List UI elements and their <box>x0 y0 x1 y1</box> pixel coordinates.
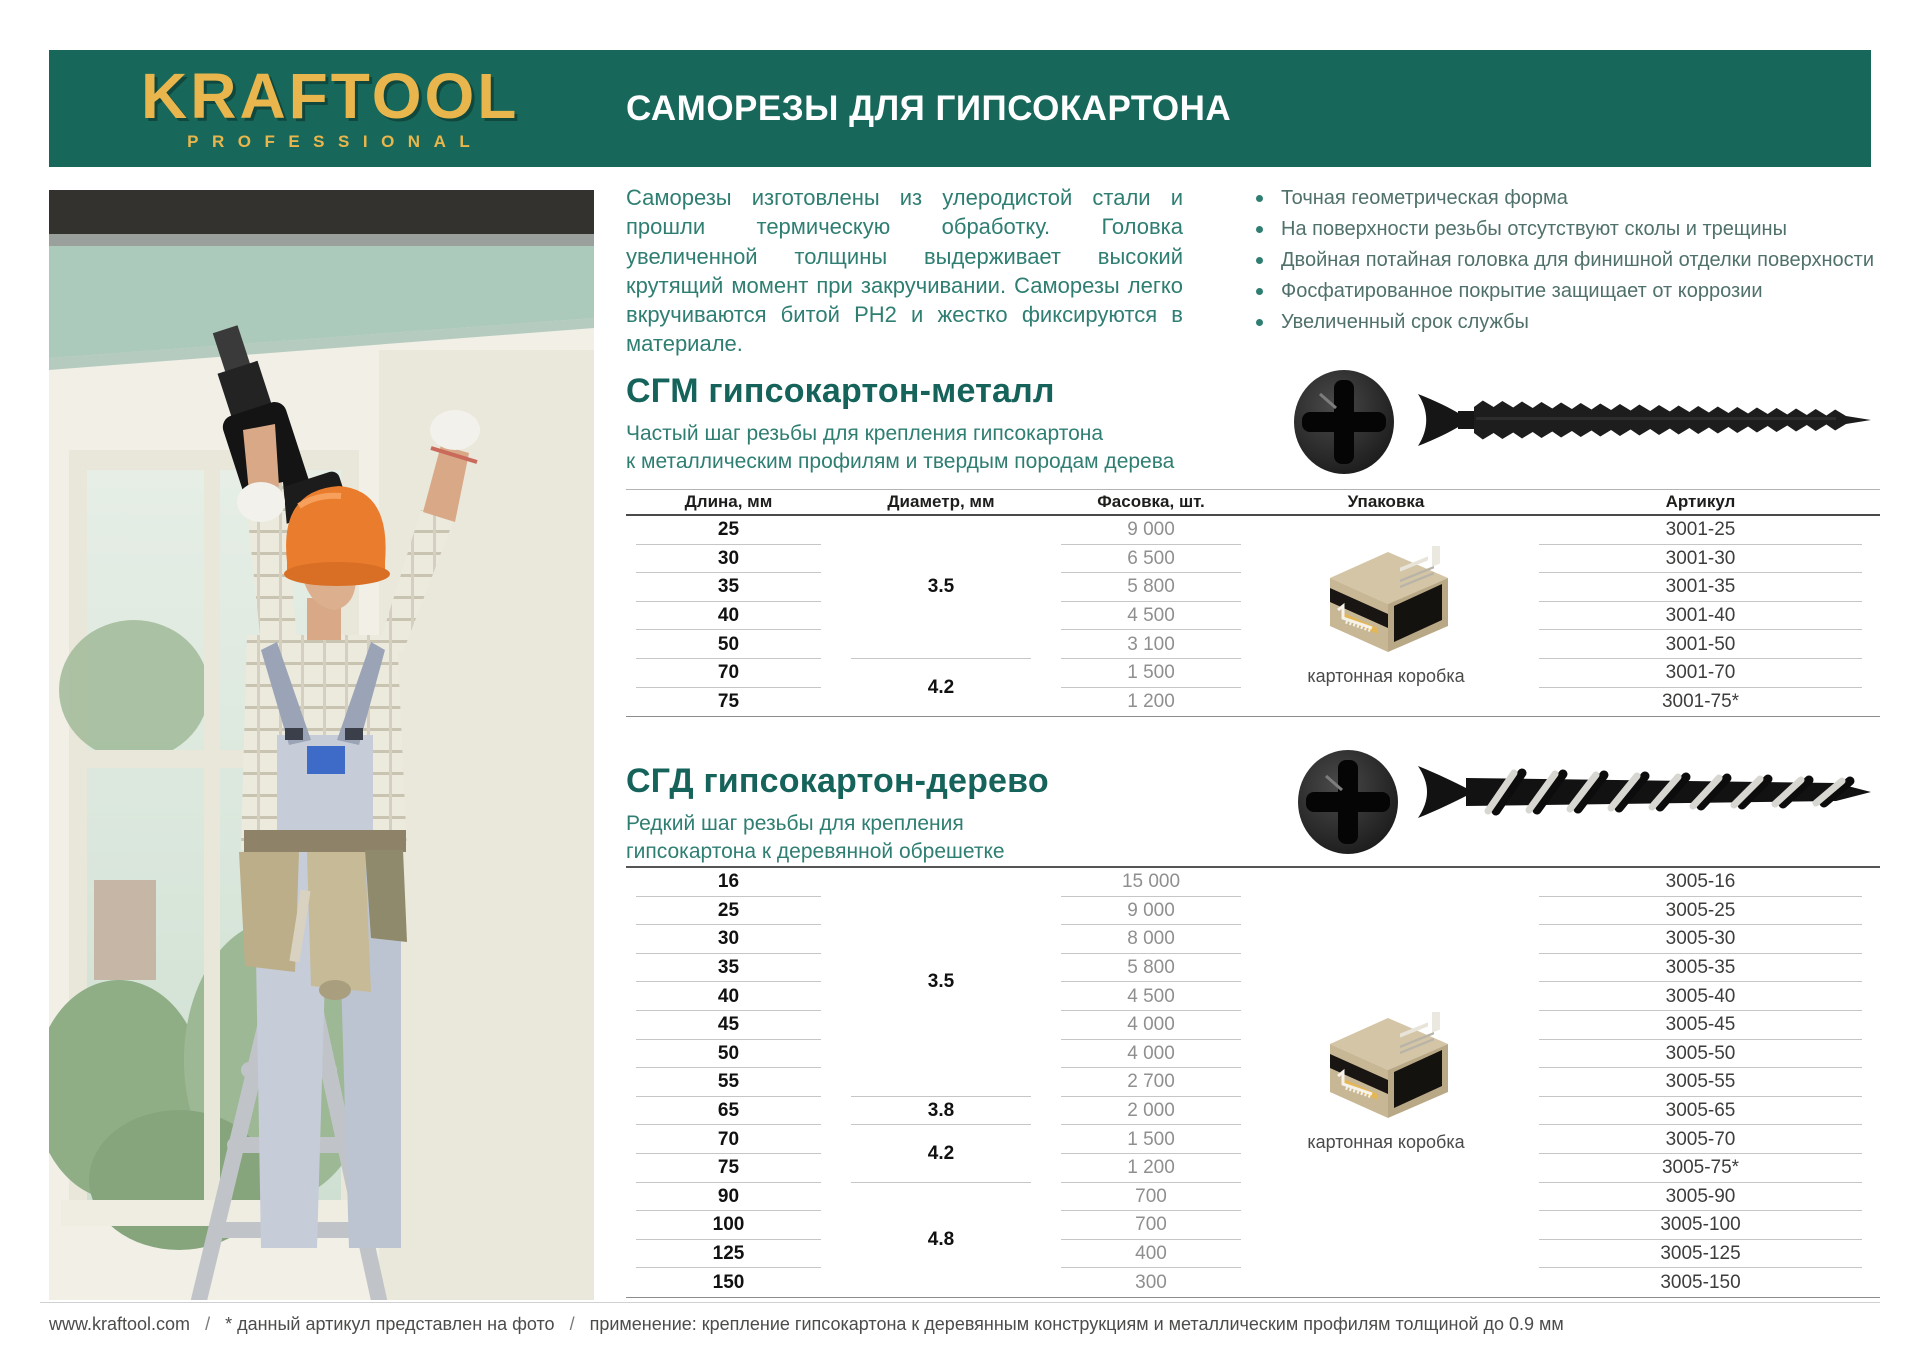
sgm-spec-table <box>626 489 1880 717</box>
length-cell: 125 <box>626 1240 831 1269</box>
quantity-cell: 700 <box>1051 1211 1251 1240</box>
article-cell: 3005-65 <box>1521 1097 1880 1126</box>
quantity-cell: 15 000 <box>1051 867 1251 897</box>
article-cell: 3001-70 <box>1521 659 1880 688</box>
cardboard-box-image <box>1310 546 1462 658</box>
article-cell: 3005-50 <box>1521 1040 1880 1069</box>
page-title: САМОРЕЗЫ ДЛЯ ГИПСОКАРТОНА <box>626 88 1232 128</box>
feature-item <box>1256 219 1881 239</box>
column-header: Диаметр, мм <box>831 490 1051 516</box>
quantity-cell: 1 500 <box>1051 1125 1251 1154</box>
feature-item <box>1256 188 1881 208</box>
length-cell: 65 <box>626 1097 831 1126</box>
diameter-value: 4.2 <box>927 676 955 698</box>
length-cell: 70 <box>626 1125 831 1154</box>
footer-site-link[interactable]: www.kraftool.com <box>49 1314 191 1334</box>
article-cell: 3005-100 <box>1521 1211 1880 1240</box>
intro-paragraph: Саморезы изготовлены из улеродистой стали и прошли термическую обработку. Головка увеличенной толщины выдерживает высокий крутящий момент при закручивании. Саморезы легко вкручиваются битой PH2 и жестко фиксируются в материале. <box>626 185 1183 357</box>
section-title-sgd: СГД гипсокартон-дерево <box>626 762 1049 800</box>
article-cell: 3001-35 <box>1521 573 1880 602</box>
kraftool-logo <box>141 60 520 152</box>
article-cell: 3005-70 <box>1521 1125 1880 1154</box>
article-cell: 3005-125 <box>1521 1240 1880 1269</box>
length-cell: 70 <box>626 659 831 688</box>
feature-text: Точная геометрическая форма <box>1281 187 1568 209</box>
article-cell: 3001-50 <box>1521 630 1880 659</box>
screw-head-image-sgd <box>1296 748 1400 856</box>
length-cell: 45 <box>626 1011 831 1040</box>
section-desc-sgm: Частый шаг резьбы для крепления гипсокартона к металлическим профилям и твердым породам дерева <box>626 422 1175 473</box>
quantity-cell: 2 700 <box>1051 1068 1251 1097</box>
cardboard-box-image <box>1310 1012 1462 1124</box>
section-title-sgm: СГМ гипсокартон-металл <box>626 372 1055 410</box>
article-cell: 3005-30 <box>1521 925 1880 954</box>
footer <box>49 1314 1889 1335</box>
feature-item <box>1256 281 1881 301</box>
column-header: Артикул <box>1521 490 1880 516</box>
logo-subtitle: PROFESSIONAL <box>187 132 484 151</box>
quantity-cell: 300 <box>1135 1271 1167 1293</box>
bullet-icon <box>1256 288 1263 295</box>
length-cell: 90 <box>626 1183 831 1212</box>
length-cell: 50 <box>626 630 831 659</box>
table-row <box>626 515 1880 545</box>
packaging-caption: картонная коробка <box>1307 665 1465 686</box>
table-row <box>626 867 1880 897</box>
quantity-cell: 1 500 <box>1051 659 1251 688</box>
bullet-icon <box>1256 226 1263 233</box>
article-cell: 3005-150 <box>1660 1271 1741 1293</box>
length-cell: 40 <box>626 602 831 631</box>
footer-usage-note: применение: крепление гипсокартона к деревянным конструкциям и металлическим профилям толщиной до 0.9 мм <box>589 1314 1564 1334</box>
quantity-cell: 4 500 <box>1051 602 1251 631</box>
quantity-cell: 9 000 <box>1051 897 1251 926</box>
feature-item <box>1256 250 1881 270</box>
quantity-cell: 4 000 <box>1051 1040 1251 1069</box>
article-cell: 3005-16 <box>1521 867 1880 897</box>
article-cell: 3001-75* <box>1661 690 1740 712</box>
length-cell: 55 <box>626 1068 831 1097</box>
logo-wordmark: KRAFTOOL <box>141 60 520 132</box>
length-cell: 150 <box>712 1271 745 1293</box>
screw-side-image-sgm <box>1416 388 1876 452</box>
quantity-cell: 1 200 <box>1051 1154 1251 1183</box>
length-cell: 75 <box>626 1154 831 1183</box>
bullet-icon <box>1256 319 1263 326</box>
worker-photo <box>49 190 594 1300</box>
diameter-value: 4.8 <box>927 1228 955 1250</box>
footer-separator: / <box>569 1314 575 1334</box>
feature-text: На поверхности резьбы отсутствуют сколы и трещины <box>1281 218 1787 240</box>
article-cell: 3005-90 <box>1521 1183 1880 1212</box>
quantity-cell: 8 000 <box>1051 925 1251 954</box>
article-cell: 3001-30 <box>1521 545 1880 574</box>
column-header: Фасовка, шт. <box>1051 490 1251 516</box>
quantity-cell: 3 100 <box>1051 630 1251 659</box>
quantity-cell: 2 000 <box>1051 1097 1251 1126</box>
bullet-icon <box>1256 195 1263 202</box>
length-cell: 25 <box>626 515 831 545</box>
quantity-cell: 4 500 <box>1051 982 1251 1011</box>
length-cell: 16 <box>626 867 831 897</box>
article-cell: 3001-25 <box>1521 515 1880 545</box>
length-cell: 25 <box>626 897 831 926</box>
quantity-cell: 400 <box>1051 1240 1251 1269</box>
packaging-cell <box>1251 515 1521 717</box>
length-cell: 35 <box>626 954 831 983</box>
feature-text: Увеличенный срок службы <box>1281 311 1529 333</box>
feature-text: Двойная потайная головка для финишной отделки поверхности <box>1281 249 1874 271</box>
quantity-cell: 9 000 <box>1051 515 1251 545</box>
column-header: Упаковка <box>1251 490 1521 516</box>
article-cell: 3005-55 <box>1521 1068 1880 1097</box>
diameter-value: 3.5 <box>831 515 1051 659</box>
article-cell: 3005-40 <box>1521 982 1880 1011</box>
length-cell: 75 <box>717 690 740 712</box>
article-cell: 3001-40 <box>1521 602 1880 631</box>
feature-item <box>1256 312 1881 332</box>
article-cell: 3005-45 <box>1521 1011 1880 1040</box>
article-cell: 3005-75* <box>1521 1154 1880 1183</box>
length-cell: 35 <box>626 573 831 602</box>
length-cell: 30 <box>626 925 831 954</box>
footer-photo-note: * данный артикул представлен на фото <box>225 1314 555 1334</box>
features-list <box>1256 188 1881 343</box>
quantity-cell: 5 800 <box>1051 573 1251 602</box>
packaging-cell <box>1251 867 1521 1297</box>
packaging <box>1251 546 1521 687</box>
footer-separator: / <box>205 1314 211 1334</box>
screw-side-image-sgd <box>1416 752 1876 832</box>
bullet-icon <box>1256 257 1263 264</box>
sgd-spec-table <box>626 866 1880 1298</box>
quantity-cell: 700 <box>1051 1183 1251 1212</box>
header-band <box>49 50 1871 167</box>
diameter-value: 4.2 <box>831 1125 1051 1182</box>
quantity-cell: 4 000 <box>1051 1011 1251 1040</box>
quantity-cell: 6 500 <box>1051 545 1251 574</box>
worker-photo-illustration <box>49 190 594 1300</box>
length-cell: 40 <box>626 982 831 1011</box>
column-header: Длина, мм <box>626 490 831 516</box>
packaging-caption: картонная коробка <box>1307 1131 1465 1152</box>
article-cell: 3005-25 <box>1521 897 1880 926</box>
quantity-cell: 5 800 <box>1051 954 1251 983</box>
diameter-value: 3.8 <box>831 1097 1051 1126</box>
length-cell: 100 <box>626 1211 831 1240</box>
article-cell: 3005-35 <box>1521 954 1880 983</box>
screw-head-image-sgm <box>1292 368 1396 476</box>
length-cell: 30 <box>626 545 831 574</box>
feature-text: Фосфатированное покрытие защищает от коррозии <box>1281 280 1763 302</box>
section-desc-sgd: Редкий шаг резьбы для крепления гипсокартона к деревянной обрешетке <box>626 812 1005 863</box>
quantity-cell: 1 200 <box>1127 690 1175 712</box>
diameter-value: 3.5 <box>831 867 1051 1097</box>
footer-divider <box>40 1302 1880 1303</box>
packaging <box>1251 1012 1521 1153</box>
length-cell: 50 <box>626 1040 831 1069</box>
